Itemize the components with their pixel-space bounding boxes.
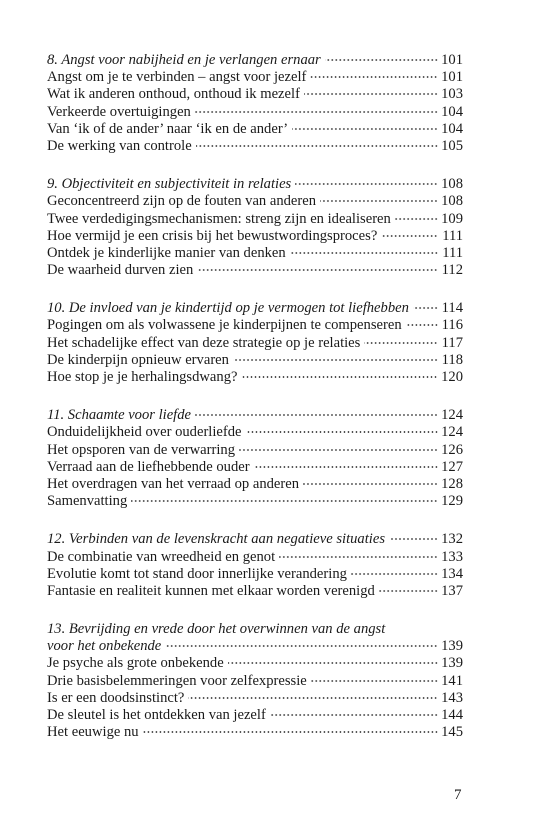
toc-page-number: 126 [441,441,463,458]
toc-entry [47,86,463,103]
toc-entry [47,724,463,741]
toc-entry-text: Het schadelijke effect van deze strategie op je relaties [47,334,361,351]
dot-leader [233,359,438,361]
toc-page-number: 111 [442,244,463,261]
toc-entry [47,138,463,155]
toc-page-number: 133 [441,548,463,565]
toc-entry [47,262,463,279]
toc-page-number: 114 [441,300,463,317]
dot-leader [195,414,438,416]
dot-leader [165,645,438,647]
toc-page-number: 108 [441,176,463,193]
dot-leader [320,200,438,202]
toc-page-number: 143 [441,689,463,706]
toc-page-number: 101 [441,52,463,68]
toc-entry [47,476,463,493]
toc-chapter-9 [47,176,463,279]
dot-leader [270,714,438,716]
toc-entry-text: Samenvatting [47,493,128,510]
toc-page-number: 103 [441,86,463,103]
toc-chapter-heading [47,407,463,424]
toc-entry-text: Is er een doodsinstinct? [47,689,185,706]
toc-entry [47,707,463,724]
toc-entry-text: Wat ik anderen onthoud, onthoud ik mezelf [47,86,300,103]
toc-entry-text: Je psyche als grote onbekende [47,655,224,672]
dot-leader [395,218,438,220]
toc-entry [47,459,463,476]
toc-entry-text: Onduidelijkheid over ouderliefde [47,424,242,441]
toc-entry [47,442,463,459]
toc-heading-text: 8. Angst voor nabijheid en je verlangen ernaar [47,52,321,68]
page-number: 7 [454,787,462,803]
toc-page-number: 139 [441,655,463,672]
dot-leader [143,731,438,733]
dot-leader [196,145,438,147]
toc-entry-text: Evolutie komt tot stand door innerlijke verandering [47,565,347,582]
toc-heading-text: 12. Verbinden van de levenskracht aan negatieve situaties [47,531,385,548]
dot-leader [197,269,438,271]
toc-chapter-8 [47,52,463,155]
toc-page-number: 144 [441,707,463,723]
toc-chapter-13 [47,621,463,741]
toc-entry-text: Angst om je te verbinden – angst voor jezelf [47,69,307,86]
toc-entry-text: De sleutel is het ontdekken van jezelf [47,707,266,723]
toc-entry [47,317,463,334]
toc-entry [47,690,463,707]
toc-page-number: 134 [441,565,463,582]
toc-heading-text: 11. Schaamte voor liefde [47,407,192,424]
toc-entry [47,104,463,121]
toc-entry [47,673,463,690]
dot-leader [389,538,438,540]
toc-entry-text: Ontdek je kinderlijke manier van denken [47,244,286,261]
toc-chapter-heading [47,176,463,193]
dot-leader [246,431,438,433]
toc-page-number: 132 [441,531,463,548]
toc-entry [47,211,463,228]
toc-entry-text: Het overdragen van het verraad op anderen [47,475,300,492]
dot-leader [379,590,438,592]
toc-entry [47,121,463,138]
toc-entry-text: Twee verdedigingsmechanismen: streng zijn en idealiseren [47,210,391,227]
toc-entry [47,335,463,352]
table-of-contents [47,52,463,762]
toc-heading-text: 9. Objectiviteit en subjectiviteit in relaties [47,176,292,193]
toc-entry-text: De combinatie van wreedheid en genot [47,548,276,565]
dot-leader [364,342,438,344]
toc-entry [47,228,463,245]
toc-chapter-heading [47,531,463,548]
toc-entry-text: Hoe stop je je herhalingsdwang? [47,369,238,385]
toc-entry [47,566,463,583]
dot-leader [239,449,438,451]
dot-leader [325,59,438,61]
dot-leader [303,483,438,485]
toc-entry-text: Drie basisbelemmeringen voor zelfexpressie [47,672,307,689]
toc-page-number: 128 [441,475,463,492]
toc-entry [47,583,463,600]
toc-entry-text: Geconcentreerd zijn op de fouten van anderen [47,193,317,210]
toc-entry-text: De werking van controle [47,137,192,154]
toc-entry [47,655,463,672]
toc-page-number: 101 [441,69,463,86]
toc-heading-text: voor het onbekende [47,638,162,655]
toc-entry [47,424,463,441]
dot-leader [254,466,438,468]
toc-chapter-12 [47,531,463,600]
toc-entry-text: Verkeerde overtuigingen [47,103,191,120]
toc-entry-text: Verraad aan de liefhebbende ouder [47,458,250,475]
toc-page-number: 112 [441,262,463,279]
dot-leader [241,376,438,378]
toc-page-number: 117 [441,334,463,351]
toc-entry [47,493,463,510]
toc-page-number: 111 [442,227,463,244]
dot-leader [413,307,438,309]
toc-page-number: 145 [441,724,463,741]
toc-entry [47,352,463,369]
dot-leader [292,128,438,130]
toc-page-number: 124 [441,424,463,441]
dot-leader [311,680,438,682]
toc-page-number: 137 [441,582,463,599]
toc-entry-text: Fantasie en realiteit kunnen met elkaar worden verenigd [47,582,375,599]
toc-page-number: 116 [441,317,463,334]
toc-chapter-heading [47,300,463,317]
toc-entry [47,69,463,86]
dot-leader [279,556,438,558]
toc-chapter-10 [47,300,463,386]
toc-entry [47,193,463,210]
toc-entry-text: Van ‘ik of de ander’ naar ‘ik en de ander’ [47,120,289,137]
dot-leader [351,573,438,575]
toc-page-number: 109 [441,210,463,227]
toc-page-number: 127 [441,458,463,475]
toc-page-number: 120 [441,369,463,385]
toc-page-number: 108 [441,193,463,210]
toc-entry-text: Het opsporen van de verwarring [47,441,236,458]
dot-leader [381,235,438,237]
dot-leader [406,324,438,326]
dot-leader [295,183,438,185]
toc-page-number: 129 [441,493,463,510]
toc-entry-text: Het eeuwige nu [47,724,139,741]
toc-entry-text: Pogingen om als volwassene je kinderpijnen te compenseren [47,317,402,334]
toc-entry-text: De kinderpijn opnieuw ervaren [47,351,229,368]
dot-leader [290,252,438,254]
toc-chapter-heading [47,52,463,69]
toc-page-number: 141 [441,672,463,689]
toc-entry-text: De waarheid durven zien [47,262,194,279]
toc-heading-text: 10. De invloed van je kindertijd op je vermogen tot liefhebben [47,300,409,317]
toc-entry [47,245,463,262]
toc-entry [47,549,463,566]
dot-leader [304,93,438,95]
dot-leader [195,111,438,113]
toc-chapter-heading [47,638,463,655]
toc-page-number: 104 [441,120,463,137]
dot-leader [188,697,438,699]
toc-page-number: 139 [441,638,463,655]
toc-heading-text-line1: 13. Bevrijding en vrede door het overwinnen van de angst [47,621,386,638]
dot-leader [131,500,438,502]
toc-page-number: 104 [441,103,463,120]
dot-leader [228,662,438,664]
toc-page-number: 105 [441,137,463,154]
toc-page-number: 118 [441,351,463,368]
toc-entry [47,369,463,386]
toc-chapter-11 [47,407,463,510]
toc-entry-text: Hoe vermijd je een crisis bij het bewustwordingsproces? [47,227,378,244]
dot-leader [310,76,438,78]
toc-page-number: 124 [441,407,463,424]
